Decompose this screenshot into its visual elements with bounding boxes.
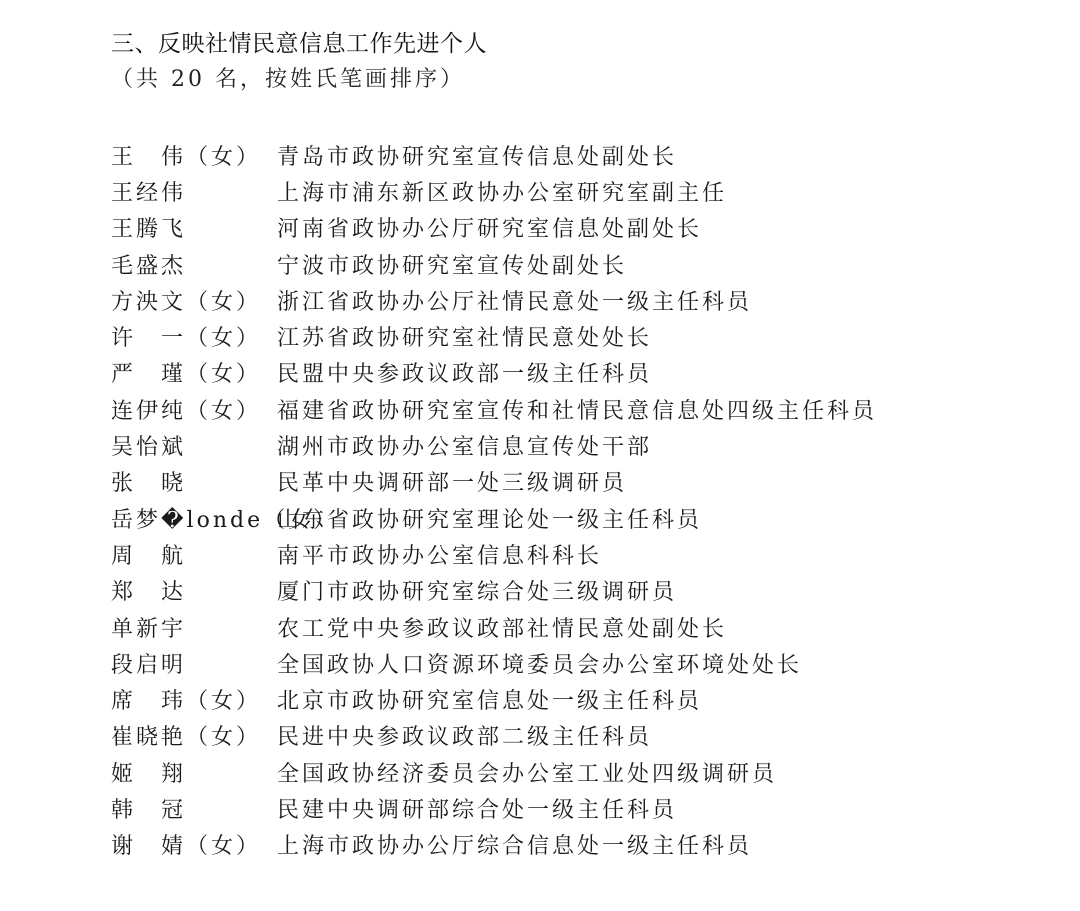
person-title: 民盟中央参政议政部一级主任科员 (277, 362, 653, 388)
section-subheading: （共 20 名，按姓氏笔画排序） (111, 67, 465, 92)
person-name: 姬 翔 (111, 761, 187, 787)
person-name: 方泱文（女） (111, 289, 262, 315)
person-title: 湖州市政协办公室信息宣传处干部 (277, 435, 653, 461)
list-item (111, 464, 1051, 500)
list-item (111, 282, 1051, 318)
person-title: 民进中央参政议政部二级主任科员 (277, 725, 653, 751)
person-title: 河南省政协办公厅研究室信息处副处长 (277, 217, 703, 243)
person-title: 山东省政协研究室理论处一级主任科员 (277, 507, 703, 533)
person-title: 民建中央调研部综合处一级主任科员 (277, 797, 678, 823)
person-name: 吴怡斌 (111, 435, 187, 461)
person-name: 毛盛杰 (111, 253, 187, 279)
list-item (111, 827, 1051, 863)
person-name: 王 伟（女） (111, 144, 262, 170)
person-name: 王经伟 (111, 180, 187, 206)
person-title: 厦门市政协研究室综合处三级调研员 (277, 580, 678, 606)
person-name: 郑 达 (111, 580, 187, 606)
list-item (111, 137, 1051, 173)
person-name: 谢 婧（女） (111, 834, 262, 860)
person-title: 浙江省政协办公厅社情民意处一级主任科员 (277, 289, 753, 315)
person-name: 段启明 (111, 652, 187, 678)
list-item (111, 391, 1051, 427)
person-title: 北京市政协研究室信息处一级主任科员 (277, 689, 703, 715)
person-name: 周 航 (111, 543, 187, 569)
list-item (111, 681, 1051, 717)
person-name: 席 玮（女） (111, 689, 262, 715)
list-item (111, 573, 1051, 609)
list-item (111, 210, 1051, 246)
list-item (111, 645, 1051, 681)
person-title: 青岛市政协研究室宣传信息处副处长 (277, 144, 678, 170)
person-title: 上海市政协办公厅综合信息处一级主任科员 (277, 834, 753, 860)
person-name: 连伊纯（女） (111, 398, 262, 424)
person-title: 全国政协经济委员会办公室工业处四级调研员 (277, 761, 778, 787)
person-title: 福建省政协研究室宣传和社情民意信息处四级主任科员 (277, 398, 878, 424)
person-title: 全国政协人口资源环境委员会办公室环境处处长 (277, 652, 803, 678)
list-item (111, 536, 1051, 572)
person-name: 许 一（女） (111, 326, 262, 352)
person-title: 农工党中央参政议政部社情民意处副处长 (277, 616, 728, 642)
person-name: 岳梦�londe（女） (111, 507, 339, 533)
person-title: 江苏省政协研究室社情民意处处长 (277, 326, 653, 352)
list-item (111, 609, 1051, 645)
person-name: 严 瑾（女） (111, 362, 262, 388)
honoree-list (111, 137, 1051, 863)
person-name: 王腾飞 (111, 217, 187, 243)
list-item (111, 318, 1051, 354)
list-item (111, 754, 1051, 790)
list-item (111, 355, 1051, 391)
list-item (111, 427, 1051, 463)
person-name: 韩 冠 (111, 797, 187, 823)
person-name: 张 晓 (111, 471, 187, 497)
person-title: 民革中央调研部一处三级调研员 (277, 471, 628, 497)
person-name: 崔晓艳（女） (111, 725, 262, 751)
list-item (111, 173, 1051, 209)
section-heading: 三、反映社情民意信息工作先进个人 (111, 31, 487, 57)
person-title: 宁波市政协研究室宣传处副处长 (277, 253, 628, 279)
list-item (111, 246, 1051, 282)
list-item (111, 500, 1051, 536)
person-title: 上海市浦东新区政协办公室研究室副主任 (277, 180, 728, 206)
list-item (111, 718, 1051, 754)
list-item (111, 790, 1051, 826)
person-name: 单新宇 (111, 616, 187, 642)
person-title: 南平市政协办公室信息科科长 (277, 543, 603, 569)
